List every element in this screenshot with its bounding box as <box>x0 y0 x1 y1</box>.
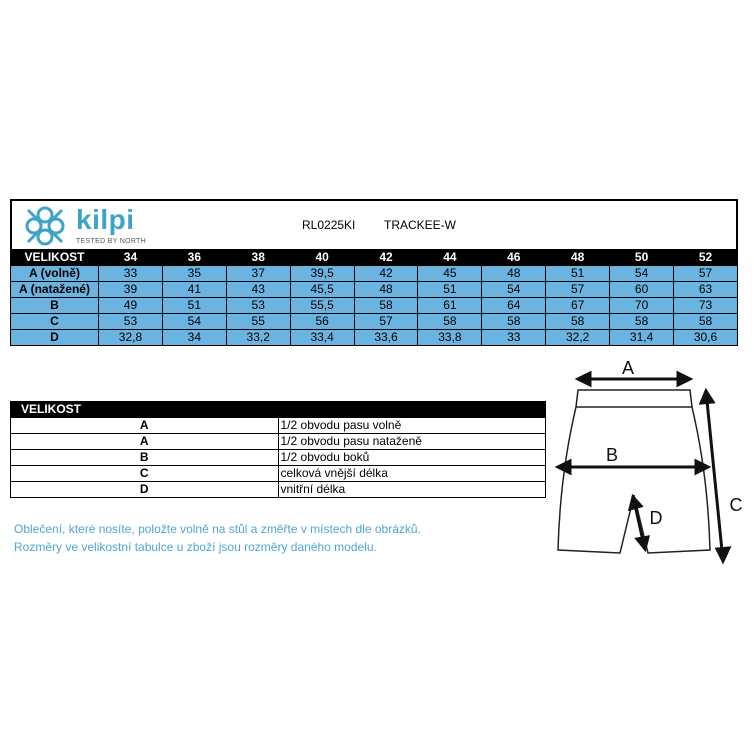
legend-letter: A <box>11 418 279 434</box>
size-header-cell: 46 <box>482 250 546 266</box>
table-row <box>11 266 738 282</box>
measuring-note: Oblečení, které nosíte, položte volně na stůl a změřte v místech dle obrázků. <box>14 522 421 536</box>
legend-table <box>10 401 546 498</box>
table-cell: 64 <box>482 298 546 314</box>
model-note: Rozměry ve velikostní tabulce u zboží jsou rozměry daného modelu. <box>14 540 377 554</box>
table-cell: 57 <box>354 314 418 330</box>
legend-letter: D <box>11 482 279 498</box>
knot-logo-icon <box>20 204 70 248</box>
table-cell: 54 <box>482 282 546 298</box>
table-cell: 54 <box>610 266 674 282</box>
measure-d-arrow <box>630 497 648 549</box>
table-cell: 58 <box>546 314 610 330</box>
size-header-cell: 40 <box>290 250 354 266</box>
table-cell: 33,8 <box>418 330 482 346</box>
table-cell: 33,4 <box>290 330 354 346</box>
table-cell: 57 <box>546 282 610 298</box>
table-cell: 55 <box>226 314 290 330</box>
row-label: A (natažené) <box>11 282 99 298</box>
table-row <box>11 282 738 298</box>
table-cell: 32,2 <box>546 330 610 346</box>
size-header-cell: 36 <box>162 250 226 266</box>
size-header-cell: 50 <box>610 250 674 266</box>
row-label: D <box>11 330 99 346</box>
table-cell: 73 <box>674 298 738 314</box>
table-cell: 34 <box>162 330 226 346</box>
table-cell: 45 <box>418 266 482 282</box>
size-header-cell: 38 <box>226 250 290 266</box>
size-header-label: VELIKOST <box>11 250 99 266</box>
size-header-row <box>11 250 738 266</box>
table-cell: 56 <box>290 314 354 330</box>
table-cell: 33 <box>99 266 163 282</box>
legend-row <box>11 434 546 450</box>
brand-name: kilpi <box>76 204 135 235</box>
table-cell: 43 <box>226 282 290 298</box>
table-cell: 42 <box>354 266 418 282</box>
size-header-cell: 44 <box>418 250 482 266</box>
table-cell: 33 <box>482 330 546 346</box>
table-row <box>11 330 738 346</box>
legend-header-row <box>11 402 546 418</box>
table-cell: 41 <box>162 282 226 298</box>
table-cell: 48 <box>482 266 546 282</box>
table-cell: 37 <box>226 266 290 282</box>
table-cell: 53 <box>99 314 163 330</box>
measure-b-arrow <box>558 461 708 473</box>
size-table <box>10 249 738 346</box>
legend-letter: A <box>11 434 279 450</box>
kilpi-logo <box>20 204 160 248</box>
table-cell: 32,8 <box>99 330 163 346</box>
legend-header: VELIKOST <box>11 402 546 418</box>
shorts-outline <box>558 390 710 553</box>
legend-description: celková vnější délka <box>278 466 546 482</box>
row-label: B <box>11 298 99 314</box>
product-code: RL0225KI <box>302 218 356 232</box>
legend-row <box>11 418 546 434</box>
table-cell: 67 <box>546 298 610 314</box>
legend-row <box>11 450 546 466</box>
table-cell: 54 <box>162 314 226 330</box>
table-cell: 49 <box>99 298 163 314</box>
table-cell: 39 <box>99 282 163 298</box>
row-label: A (volně) <box>11 266 99 282</box>
table-cell: 31,4 <box>610 330 674 346</box>
table-cell: 63 <box>674 282 738 298</box>
legend-description: 1/2 obvodu pasu nataženě <box>278 434 546 450</box>
table-cell: 60 <box>610 282 674 298</box>
size-chart-header <box>10 199 738 249</box>
table-cell: 39,5 <box>290 266 354 282</box>
legend-letter: C <box>11 466 279 482</box>
table-cell: 51 <box>162 298 226 314</box>
table-cell: 30,6 <box>674 330 738 346</box>
legend-description: 1/2 obvodu pasu volně <box>278 418 546 434</box>
table-cell: 55,5 <box>290 298 354 314</box>
product-model: TRACKEE-W <box>384 218 456 232</box>
table-cell: 53 <box>226 298 290 314</box>
table-cell: 58 <box>418 314 482 330</box>
size-header-cell: 42 <box>354 250 418 266</box>
legend-letter: B <box>11 450 279 466</box>
label-d: D <box>649 508 663 528</box>
table-cell: 58 <box>354 298 418 314</box>
legend-row <box>11 482 546 498</box>
table-cell: 58 <box>674 314 738 330</box>
label-a: A <box>621 358 635 378</box>
size-header-cell: 48 <box>546 250 610 266</box>
size-header-cell: 52 <box>674 250 738 266</box>
measure-c-arrow <box>701 391 729 561</box>
row-label: C <box>11 314 99 330</box>
label-c: C <box>729 495 743 515</box>
label-b: B <box>605 445 619 465</box>
table-cell: 58 <box>610 314 674 330</box>
legend-description: vnitřní délka <box>278 482 546 498</box>
table-cell: 45,5 <box>290 282 354 298</box>
table-cell: 35 <box>162 266 226 282</box>
table-cell: 58 <box>482 314 546 330</box>
legend-description: 1/2 obvodu boků <box>278 450 546 466</box>
table-cell: 70 <box>610 298 674 314</box>
table-cell: 33,6 <box>354 330 418 346</box>
table-row <box>11 314 738 330</box>
size-header-cell: 34 <box>99 250 163 266</box>
brand-tagline: TESTED BY NORTH <box>76 238 146 245</box>
legend-row <box>11 466 546 482</box>
shorts-diagram <box>550 355 750 565</box>
table-cell: 57 <box>674 266 738 282</box>
table-cell: 33,2 <box>226 330 290 346</box>
table-cell: 51 <box>418 282 482 298</box>
table-cell: 61 <box>418 298 482 314</box>
table-cell: 48 <box>354 282 418 298</box>
table-row <box>11 298 738 314</box>
table-cell: 51 <box>546 266 610 282</box>
